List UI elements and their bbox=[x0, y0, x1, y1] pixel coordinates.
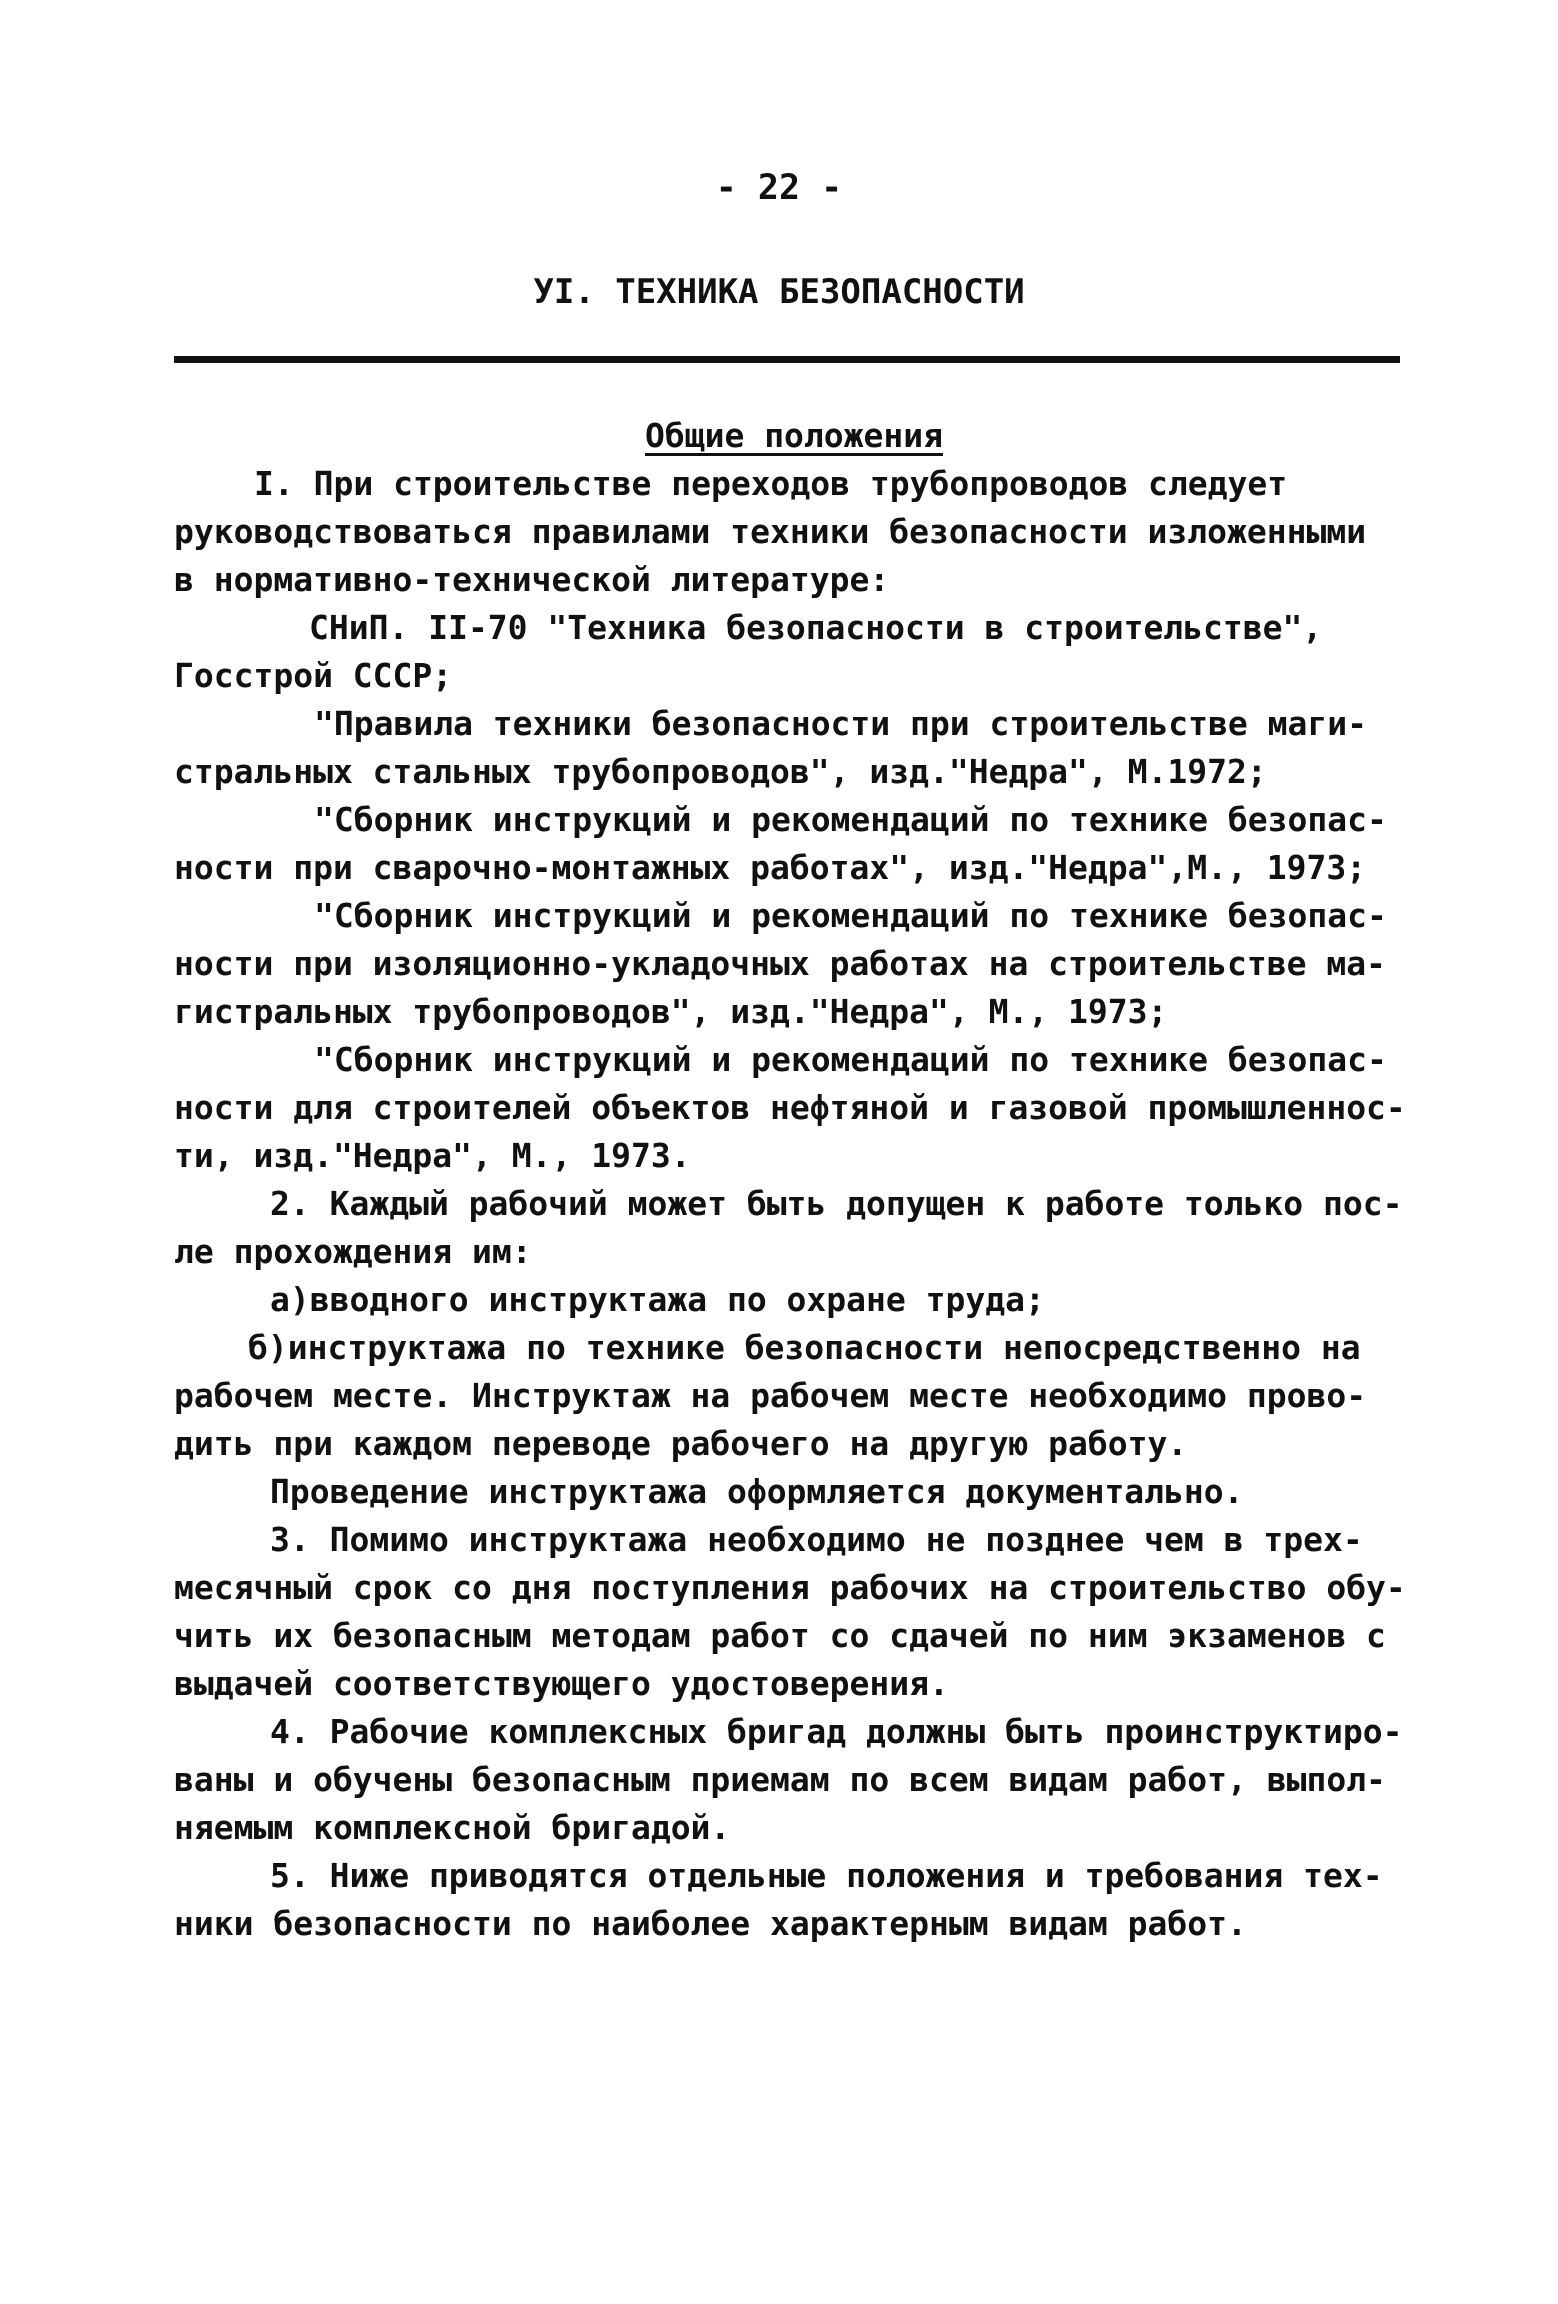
text-line: "Сборник инструкций и рекомендаций по технике безопас- bbox=[314, 800, 1387, 839]
text-line: ники безопасности по наиболее характерным видам работ. bbox=[174, 1904, 1247, 1943]
text-line: б)инструктажа по технике безопасности непосредственно на bbox=[248, 1328, 1361, 1367]
text-line: ности при сварочно-монтажных работах", изд."Недра",М., 1973; bbox=[174, 848, 1367, 887]
text-line: в нормативно-технической литературе: bbox=[174, 560, 890, 599]
text-line: рабочем месте. Инструктаж на рабочем месте необходимо прово- bbox=[174, 1376, 1367, 1415]
text-line: ле прохождения им: bbox=[174, 1232, 532, 1271]
text-line: ваны и обучены безопасным приемам по всем видам работ, выпол- bbox=[174, 1760, 1386, 1799]
page-number: - 22 - bbox=[715, 168, 843, 208]
section-title: УI. ТЕХНИКА БЕЗОПАСНОСТИ bbox=[533, 272, 1025, 312]
text-line: а)вводного инструктажа по охране труда; bbox=[270, 1280, 1045, 1319]
text-line: няемым комплексной бригадой. bbox=[174, 1808, 731, 1847]
text-line: дить при каждом переводе рабочего на другую работу. bbox=[174, 1424, 1188, 1463]
text-line: 2. Каждый рабочий может быть допущен к работе только пос- bbox=[270, 1184, 1403, 1223]
text-line: выдачей соответствующего удостоверения. bbox=[174, 1664, 949, 1703]
subtitle: Общие положения bbox=[644, 416, 943, 455]
text-line: Проведение инструктажа оформляется документально. bbox=[270, 1472, 1244, 1511]
text-line: I. При строительстве переходов трубопроводов следует bbox=[254, 464, 1288, 503]
text-line: стральных стальных трубопроводов", изд."Недра", М.1972; bbox=[174, 752, 1267, 791]
text-line: ности для строителей объектов нефтяной и газовой промышленнос- bbox=[174, 1088, 1406, 1127]
text-line: чить их безопасным методам работ со сдачей по ним экзаменов с bbox=[174, 1616, 1386, 1655]
text-line: 5. Ниже приводятся отдельные положения и требования тех- bbox=[270, 1856, 1383, 1895]
text-line: ности при изоляционно-укладочных работах на строительстве ма- bbox=[174, 944, 1386, 983]
title-divider bbox=[174, 356, 1400, 363]
text-line: "Сборник инструкций и рекомендаций по технике безопас- bbox=[314, 1040, 1387, 1079]
text-line: СНиП. II-70 "Техника безопасности в строительстве", bbox=[309, 608, 1323, 647]
text-line: "Сборник инструкций и рекомендаций по технике безопас- bbox=[314, 896, 1387, 935]
text-line: месячный срок со дня поступления рабочих на строительство обу- bbox=[174, 1568, 1406, 1607]
text-line: гистральных трубопроводов", изд."Недра", М., 1973; bbox=[174, 992, 1168, 1031]
text-line: руководствоваться правилами техники безопасности изложенными bbox=[174, 512, 1367, 551]
text-line: "Правила техники безопасности при строительстве маги- bbox=[314, 704, 1367, 743]
document-body bbox=[174, 412, 1414, 1948]
text-line: 3. Помимо инструктажа необходимо не позднее чем в трех- bbox=[270, 1520, 1363, 1559]
text-line: Госстрой СССР; bbox=[174, 656, 453, 695]
text-line: 4. Рабочие комплексных бригад должны быть проинструктиро- bbox=[270, 1712, 1403, 1751]
text-line: ти, изд."Недра", М., 1973. bbox=[174, 1136, 691, 1175]
